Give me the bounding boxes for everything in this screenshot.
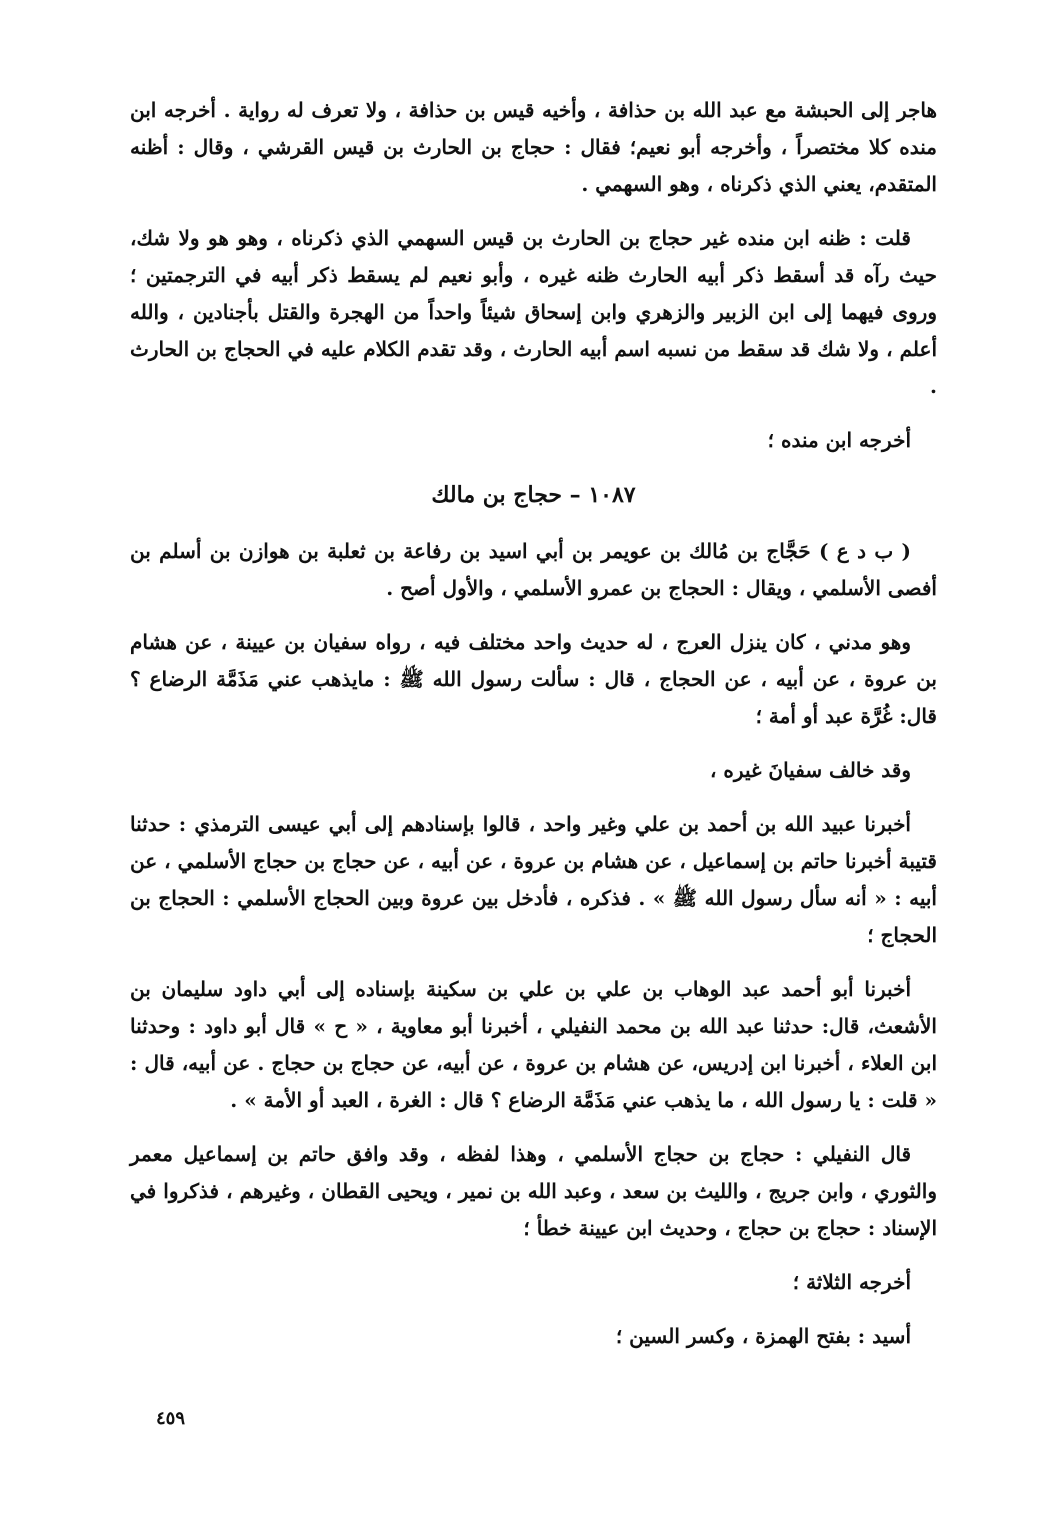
paragraph-akhrajahu-thalatha: أخرجه الثلاثة ؛ (792, 1270, 911, 1294)
paragraph-nufayli: قال النفيلي : حجاج بن حجاج الأسلمي ، وهذا لفظه ، وقد وافق حاتم بن إسماعيل معمر والثوري ، وابن جريج ، والليث بن سعد ، وعبد الله بن نمير ، ويحيى القطان ، وغيرهم ، فذكروا في الإسناد : حجاج بن حجاج ، وحديث ابن عيينة خطأ ؛ (130, 1142, 937, 1240)
paragraph-qultu: قلت : ظنه ابن منده غير حجاج بن الحارث بن قيس السهمي الذي ذكرناه ، وهو هو ولا شك، حيث رآه قد أسقط ذكر أبيه الحارث ظنه غيره ، وأبو نعيم لم يسقط ذكر أبيه في الترجمتين ؛ وروى فيهما إلى ابن الزبير والزهري وابن إسحاق شيئاً واحداً من الهجرة والقتل بأجنادين ، والله أعلم ، ولا شك قد سقط من نسبه اسم أبيه الحارث ، وقد تقدم الكلام عليه في الحجاج بن الحارث . (130, 226, 937, 398)
paragraph-madani: وهو مدني ، كان ينزل العرج ، له حديث واحد مختلف فيه ، رواه سفيان بن عيينة ، عن هشام بن عروة ، عن أبيه ، عن الحجاج ، قال : سألت رسول الله ﷺ : مايذهب عني مَذَمَّة الرضاع ؟ قال: غُرَّة عبد أو أمة ؛ (130, 630, 937, 728)
paragraph-tirmidhi-isnad: أخبرنا عبيد الله بن أحمد بن علي وغير واحد ، قالوا بإسنادهم إلى أبي عيسى الترمذي : حدثنا قتيبة أخبرنا حاتم بن إسماعيل ، عن هشام بن عروة ، عن أبيه ، عن حجاج بن حجاج الأسلمي ، عن أبيه : « أنه سأل رسول الله ﷺ » . فذكره ، فأدخل بين عروة وبين الحجاج الأسلمي : الحجاج بن الحجاج ؛ (130, 812, 937, 947)
paragraph-akhrajahu-ibn-mandah: أخرجه ابن منده ؛ (767, 428, 911, 452)
paragraph-abu-dawud-isnad: أخبرنا أبو أحمد عبد الوهاب بن علي بن علي بن سكينة بإسناده إلى أبي داود سليمان بن الأشعث، قال: حدثنا عبد الله بن محمد النفيلي ، أخبرنا أبو معاوية ، « ح » قال أبو داود : وحدثنا ابن العلاء ، أخبرنا ابن إدريس، عن هشام بن عروة ، عن أبيه، عن حجاج بن حجاج . عن أبيه، قال : « قلت : يا رسول الله ، ما يذهب عني مَذَمَّة الرضاع ؟ قال : الغرة ، العبد أو الأمة » . (130, 977, 937, 1112)
paragraph-usayd-note: أسيد : بفتح الهمزة ، وكسر السين ؛ (615, 1324, 911, 1348)
entry-heading: ١٠٨٧ – حجاج بن مالك (431, 482, 636, 508)
paragraph-hijra: هاجر إلى الحبشة مع عبد الله بن حذافة ، وأخيه قيس بن حذافة ، ولا تعرف له رواية . أخرجه ابن منده كلا مختصراً ، وأخرجه أبو نعيم؛ فقال : حجاج بن الحارث بن قيس القرشي ، وقال : أظنه المتقدم، يعني الذي ذكرناه ، وهو السهمي . (130, 98, 937, 196)
page-number: ٤٥٩ (156, 1408, 186, 1429)
paragraph-entry-lineage: ( ب د ع ) حَجَّاج بن مُالك بن عويمر بن أبي اسيد بن رفاعة بن ثعلبة بن هوازن بن أسلم بن أفصى الأسلمي ، ويقال : الحجاج بن عمرو الأسلمي ، والأول أصح . (130, 539, 937, 600)
paragraph-khalafa: وقد خالف سفيانَ غيره ، (710, 758, 911, 782)
